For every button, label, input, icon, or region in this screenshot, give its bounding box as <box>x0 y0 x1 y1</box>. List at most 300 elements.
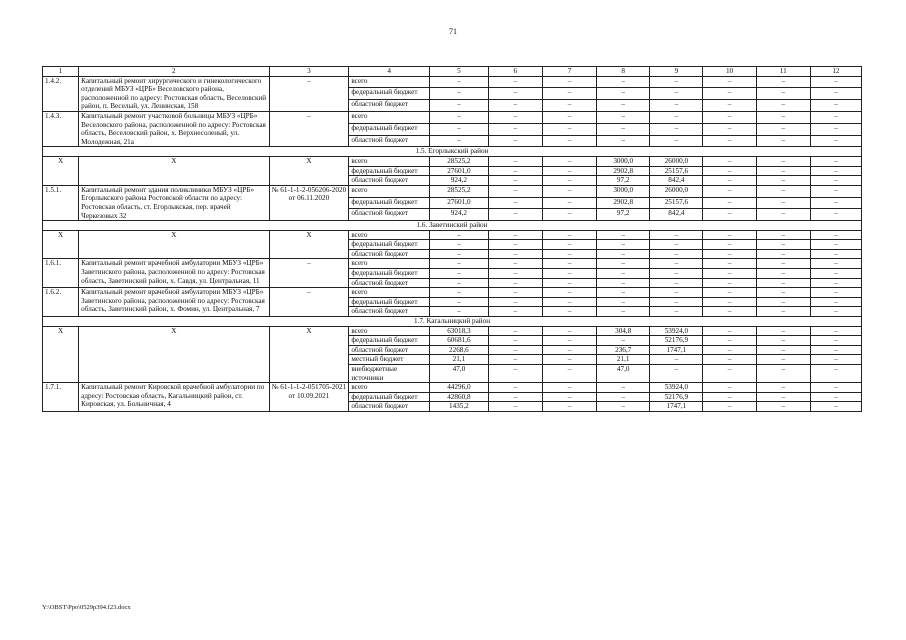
amount-cell: – <box>650 355 703 365</box>
amount-cell: – <box>703 197 756 209</box>
amount-cell: – <box>542 123 596 135</box>
amount-cell: – <box>430 249 489 259</box>
amount-cell: 47,0 <box>430 365 489 383</box>
section-row <box>43 147 862 157</box>
amount-cell: 842,4 <box>650 176 703 186</box>
amount-cell: – <box>703 176 756 186</box>
amount-cell: – <box>810 392 861 402</box>
amount-cell: – <box>542 259 596 269</box>
column-number-row <box>43 67 862 77</box>
funding-source: федеральный бюджет <box>349 123 430 135</box>
section-row <box>43 317 862 327</box>
amount-cell: – <box>542 365 596 383</box>
table-row <box>43 111 862 123</box>
column-number: 7 <box>542 67 596 77</box>
amount-cell: – <box>703 345 756 355</box>
budget-table <box>42 66 862 412</box>
amount-cell: – <box>756 383 810 393</box>
amount-cell: – <box>703 240 756 250</box>
amount-cell: – <box>756 297 810 307</box>
amount-cell: – <box>756 240 810 250</box>
amount-cell: – <box>488 135 542 147</box>
amount-cell: – <box>756 156 810 166</box>
amount-cell: – <box>488 402 542 412</box>
amount-cell: – <box>488 88 542 100</box>
amount-cell: 60681,6 <box>430 336 489 346</box>
amount-cell: – <box>542 345 596 355</box>
amount-cell: – <box>703 297 756 307</box>
amount-cell: – <box>597 249 650 259</box>
amount-cell: – <box>542 402 596 412</box>
amount-cell: – <box>650 297 703 307</box>
amount-cell: – <box>650 111 703 123</box>
item-number: 1.4.2. <box>43 76 79 111</box>
amount-cell: 27601,0 <box>430 197 489 209</box>
amount-cell: – <box>810 230 861 240</box>
amount-cell: 924,2 <box>430 176 489 186</box>
amount-cell: – <box>756 76 810 88</box>
amount-cell: – <box>488 111 542 123</box>
amount-cell: – <box>650 240 703 250</box>
amount-cell: – <box>650 365 703 383</box>
amount-cell: 28525,2 <box>430 185 489 197</box>
column-number: 3 <box>269 67 349 77</box>
amount-cell: – <box>597 383 650 393</box>
item-document: – <box>269 76 349 111</box>
amount-cell: – <box>703 111 756 123</box>
item-number: 1.4.3. <box>43 111 79 146</box>
amount-cell: – <box>597 240 650 250</box>
column-number: 2 <box>79 67 269 77</box>
amount-cell: 236,7 <box>597 345 650 355</box>
funding-source: всего <box>349 185 430 197</box>
funding-source: всего <box>349 230 430 240</box>
amount-cell: 28525,2 <box>430 156 489 166</box>
amount-cell: – <box>597 278 650 288</box>
page-number: 71 <box>449 27 457 36</box>
amount-cell: – <box>756 209 810 221</box>
amount-cell: – <box>542 176 596 186</box>
amount-cell: 26000,0 <box>650 156 703 166</box>
column-number: 1 <box>43 67 79 77</box>
amount-cell: – <box>430 111 489 123</box>
item-number: X <box>43 156 79 185</box>
amount-cell: – <box>542 336 596 346</box>
amount-cell: – <box>650 135 703 147</box>
amount-cell: – <box>810 345 861 355</box>
amount-cell: – <box>542 135 596 147</box>
amount-cell: 53924,0 <box>650 383 703 393</box>
column-number: 12 <box>810 67 861 77</box>
amount-cell: 52176,9 <box>650 392 703 402</box>
amount-cell: – <box>810 176 861 186</box>
amount-cell: – <box>810 402 861 412</box>
funding-source: всего <box>349 111 430 123</box>
table-row <box>43 259 862 269</box>
amount-cell: – <box>650 288 703 298</box>
funding-source: всего <box>349 259 430 269</box>
amount-cell: – <box>703 230 756 240</box>
amount-cell: – <box>703 166 756 176</box>
amount-cell: – <box>756 326 810 336</box>
amount-cell: – <box>488 197 542 209</box>
amount-cell: – <box>703 156 756 166</box>
funding-source: областной бюджет <box>349 249 430 259</box>
amount-cell: – <box>756 402 810 412</box>
amount-cell: – <box>430 88 489 100</box>
amount-cell: – <box>597 135 650 147</box>
amount-cell: – <box>650 307 703 317</box>
amount-cell: – <box>810 297 861 307</box>
amount-cell: – <box>703 392 756 402</box>
amount-cell: – <box>488 297 542 307</box>
amount-cell: 42860,8 <box>430 392 489 402</box>
item-number: 1.5.1. <box>43 185 79 220</box>
amount-cell: – <box>810 111 861 123</box>
amount-cell: – <box>542 166 596 176</box>
amount-cell: – <box>703 185 756 197</box>
amount-cell: – <box>810 288 861 298</box>
amount-cell: – <box>597 297 650 307</box>
section-title: 1.6. Заветинский район <box>43 221 862 231</box>
amount-cell: – <box>488 288 542 298</box>
amount-cell: – <box>703 269 756 279</box>
funding-source: областной бюджет <box>349 100 430 112</box>
amount-cell: – <box>703 278 756 288</box>
amount-cell: – <box>430 100 489 112</box>
funding-source: местный бюджет <box>349 355 430 365</box>
amount-cell: – <box>650 230 703 240</box>
item-description: Капитальный ремонт хирургического и гинекологического отделений МБУЗ «ЦРБ» Веселовского района, расположенной по адресу: Ростовская область, Веселовский район, п. Веселый, ул. Ленинская, 158 <box>79 76 269 111</box>
amount-cell: – <box>542 326 596 336</box>
amount-cell: 3000,0 <box>597 156 650 166</box>
funding-source: областной бюджет <box>349 307 430 317</box>
table-row <box>43 76 862 88</box>
section-title: 1.7. Кагальницкий район <box>43 317 862 327</box>
amount-cell: – <box>756 365 810 383</box>
item-description: X <box>79 326 269 383</box>
funding-source: областной бюджет <box>349 345 430 355</box>
amount-cell: – <box>542 197 596 209</box>
item-document: X <box>269 230 349 259</box>
amount-cell: – <box>597 100 650 112</box>
funding-source: всего <box>349 76 430 88</box>
funding-source: федеральный бюджет <box>349 166 430 176</box>
amount-cell: – <box>488 392 542 402</box>
amount-cell: – <box>650 249 703 259</box>
amount-cell: – <box>810 76 861 88</box>
amount-cell: – <box>542 249 596 259</box>
amount-cell: – <box>488 336 542 346</box>
item-document: № 61-1-1-2-051705-2021 от 10.09.2021 <box>269 383 349 412</box>
amount-cell: – <box>430 278 489 288</box>
amount-cell: – <box>542 383 596 393</box>
amount-cell: – <box>488 345 542 355</box>
amount-cell: – <box>488 383 542 393</box>
amount-cell: – <box>756 269 810 279</box>
amount-cell: – <box>703 100 756 112</box>
amount-cell: – <box>703 365 756 383</box>
table-row <box>43 156 862 166</box>
amount-cell: 25157,6 <box>650 197 703 209</box>
column-number: 8 <box>597 67 650 77</box>
amount-cell: – <box>810 326 861 336</box>
item-description: X <box>79 230 269 259</box>
amount-cell: – <box>810 197 861 209</box>
amount-cell: – <box>597 402 650 412</box>
amount-cell: – <box>810 240 861 250</box>
amount-cell: – <box>703 123 756 135</box>
amount-cell: – <box>488 209 542 221</box>
amount-cell: – <box>810 88 861 100</box>
amount-cell: – <box>650 100 703 112</box>
amount-cell: 27601,0 <box>430 166 489 176</box>
amount-cell: – <box>810 336 861 346</box>
amount-cell: – <box>756 249 810 259</box>
amount-cell: – <box>488 326 542 336</box>
amount-cell: – <box>597 76 650 88</box>
amount-cell: – <box>650 269 703 279</box>
amount-cell: – <box>488 166 542 176</box>
amount-cell: – <box>542 230 596 240</box>
amount-cell: – <box>703 355 756 365</box>
amount-cell: – <box>488 355 542 365</box>
column-number: 5 <box>430 67 489 77</box>
amount-cell: – <box>430 269 489 279</box>
amount-cell: – <box>810 123 861 135</box>
funding-source: областной бюджет <box>349 209 430 221</box>
amount-cell: – <box>703 336 756 346</box>
amount-cell: – <box>488 123 542 135</box>
amount-cell: – <box>810 100 861 112</box>
funding-source: областной бюджет <box>349 135 430 147</box>
column-number: 6 <box>488 67 542 77</box>
amount-cell: – <box>542 288 596 298</box>
amount-cell: 842,4 <box>650 209 703 221</box>
amount-cell: – <box>597 269 650 279</box>
amount-cell: 2268,6 <box>430 345 489 355</box>
amount-cell: 21,1 <box>430 355 489 365</box>
amount-cell: – <box>703 288 756 298</box>
section-title: 1.5. Егорлыкский район <box>43 147 862 157</box>
item-description: Капитальный ремонт врачебной амбулатории МБУЗ «ЦРБ» Заветинского района, расположенной по адресу: Ростовская область, Заветинский район, х. Савдя, ул. Центральная, 11 <box>79 259 269 288</box>
amount-cell: – <box>542 100 596 112</box>
amount-cell: – <box>597 392 650 402</box>
item-number: 1.7.1. <box>43 383 79 412</box>
amount-cell: – <box>756 307 810 317</box>
table-row <box>43 230 862 240</box>
item-description: Капитальный ремонт участковой больницы МБУЗ «ЦРБ» Веселовского района, расположенной по адресу: Ростовская область, Веселовский район, х. Верхнесоленый, ул. Молодежная, 21а <box>79 111 269 146</box>
amount-cell: – <box>756 135 810 147</box>
item-document: X <box>269 326 349 383</box>
amount-cell: – <box>542 307 596 317</box>
item-description: Капитальный ремонт врачебной амбулатории МБУЗ «ЦРБ» Заветинского района, расположенной по адресу: Ростовская область, Заветинский район, х. Фомин, ул. Центральная, 7 <box>79 288 269 317</box>
amount-cell: – <box>810 209 861 221</box>
item-document: – <box>269 259 349 288</box>
amount-cell: – <box>488 278 542 288</box>
amount-cell: – <box>650 76 703 88</box>
amount-cell: – <box>597 111 650 123</box>
amount-cell: – <box>430 230 489 240</box>
amount-cell: – <box>703 76 756 88</box>
amount-cell: – <box>756 278 810 288</box>
amount-cell: – <box>810 135 861 147</box>
table-row <box>43 326 862 336</box>
amount-cell: – <box>703 249 756 259</box>
amount-cell: 1747,1 <box>650 402 703 412</box>
amount-cell: – <box>488 76 542 88</box>
amount-cell: – <box>488 100 542 112</box>
funding-source: всего <box>349 326 430 336</box>
amount-cell: – <box>810 249 861 259</box>
amount-cell: – <box>542 297 596 307</box>
funding-source: федеральный бюджет <box>349 336 430 346</box>
amount-cell: – <box>703 135 756 147</box>
amount-cell: 924,2 <box>430 209 489 221</box>
amount-cell: – <box>597 307 650 317</box>
amount-cell: 53924,0 <box>650 326 703 336</box>
table-row <box>43 185 862 197</box>
amount-cell: – <box>430 307 489 317</box>
amount-cell: – <box>756 123 810 135</box>
column-number: 9 <box>650 67 703 77</box>
amount-cell: – <box>810 278 861 288</box>
amount-cell: 26000,0 <box>650 185 703 197</box>
amount-cell: 2902,8 <box>597 197 650 209</box>
item-number: 1.6.1. <box>43 259 79 288</box>
amount-cell: – <box>430 259 489 269</box>
amount-cell: – <box>488 230 542 240</box>
amount-cell: – <box>650 259 703 269</box>
item-document: – <box>269 111 349 146</box>
funding-source: федеральный бюджет <box>349 88 430 100</box>
amount-cell: – <box>703 326 756 336</box>
file-path-footer: Y:\OBST\Ppo\0529p394.f23.docx <box>42 604 131 611</box>
funding-source: внебюджетные источники <box>349 365 430 383</box>
funding-source: федеральный бюджет <box>349 240 430 250</box>
amount-cell: – <box>597 230 650 240</box>
amount-cell: – <box>488 185 542 197</box>
amount-cell: – <box>597 88 650 100</box>
amount-cell: 21,1 <box>597 355 650 365</box>
funding-source: всего <box>349 383 430 393</box>
amount-cell: – <box>597 288 650 298</box>
amount-cell: 1435,2 <box>430 402 489 412</box>
amount-cell: – <box>542 269 596 279</box>
amount-cell: – <box>810 166 861 176</box>
amount-cell: – <box>810 269 861 279</box>
funding-source: всего <box>349 288 430 298</box>
amount-cell: – <box>488 307 542 317</box>
amount-cell: 52176,9 <box>650 336 703 346</box>
amount-cell: – <box>756 197 810 209</box>
amount-cell: 2902,8 <box>597 166 650 176</box>
item-document: № 61-1-1-2-056206-2020 от 06.11.2020 <box>269 185 349 220</box>
funding-source: федеральный бюджет <box>349 197 430 209</box>
column-number: 4 <box>349 67 430 77</box>
amount-cell: – <box>756 355 810 365</box>
amount-cell: – <box>756 345 810 355</box>
amount-cell: – <box>810 383 861 393</box>
amount-cell: – <box>488 269 542 279</box>
amount-cell: 47,0 <box>597 365 650 383</box>
amount-cell: 97,2 <box>597 176 650 186</box>
amount-cell: – <box>810 307 861 317</box>
amount-cell: – <box>756 230 810 240</box>
amount-cell: 304,8 <box>597 326 650 336</box>
amount-cell: – <box>542 278 596 288</box>
funding-source: федеральный бюджет <box>349 269 430 279</box>
amount-cell: – <box>810 156 861 166</box>
amount-cell: – <box>430 135 489 147</box>
amount-cell: – <box>703 307 756 317</box>
item-description: Капитальный ремонт Кировской врачебной амбулатории по адресу: Ростовская область, Кагальницкий район, ст. Кировская, ул. Больничная, 4 <box>79 383 269 412</box>
amount-cell: – <box>488 365 542 383</box>
amount-cell: – <box>650 123 703 135</box>
amount-cell: – <box>650 278 703 288</box>
section-row <box>43 221 862 231</box>
funding-source: областной бюджет <box>349 176 430 186</box>
amount-cell: – <box>703 209 756 221</box>
column-number: 10 <box>703 67 756 77</box>
table-row <box>43 288 862 298</box>
amount-cell: – <box>542 76 596 88</box>
amount-cell: 97,2 <box>597 209 650 221</box>
amount-cell: – <box>756 392 810 402</box>
amount-cell: 1747,1 <box>650 345 703 355</box>
item-number: X <box>43 326 79 383</box>
item-number: X <box>43 230 79 259</box>
item-description: Капитальный ремонт здания поликлиники МБУЗ «ЦРБ» Егорлыкского района Ростовской области по адресу: Ростовская область, ст. Егорлыкская, пер. врачей Черкезовых 32 <box>79 185 269 220</box>
funding-source: областной бюджет <box>349 278 430 288</box>
item-document: X <box>269 156 349 185</box>
amount-cell: – <box>756 88 810 100</box>
amount-cell: – <box>488 240 542 250</box>
amount-cell: 25157,6 <box>650 166 703 176</box>
amount-cell: – <box>542 88 596 100</box>
amount-cell: – <box>703 259 756 269</box>
amount-cell: – <box>810 355 861 365</box>
amount-cell: – <box>756 100 810 112</box>
amount-cell: – <box>542 355 596 365</box>
amount-cell: – <box>597 259 650 269</box>
funding-source: всего <box>349 156 430 166</box>
amount-cell: – <box>703 383 756 393</box>
amount-cell: – <box>756 288 810 298</box>
amount-cell: – <box>488 249 542 259</box>
item-description: X <box>79 156 269 185</box>
column-number: 11 <box>756 67 810 77</box>
amount-cell: – <box>542 209 596 221</box>
amount-cell: – <box>756 176 810 186</box>
amount-cell: – <box>430 76 489 88</box>
amount-cell: – <box>756 111 810 123</box>
item-document: – <box>269 288 349 317</box>
amount-cell: – <box>430 288 489 298</box>
item-number: 1.6.2. <box>43 288 79 317</box>
amount-cell: – <box>810 185 861 197</box>
amount-cell: – <box>542 185 596 197</box>
amount-cell: 63018,3 <box>430 326 489 336</box>
amount-cell: – <box>542 111 596 123</box>
amount-cell: – <box>488 176 542 186</box>
amount-cell: – <box>430 123 489 135</box>
amount-cell: – <box>597 123 650 135</box>
amount-cell: – <box>756 259 810 269</box>
funding-source: федеральный бюджет <box>349 392 430 402</box>
amount-cell: – <box>756 166 810 176</box>
amount-cell: 3000,0 <box>597 185 650 197</box>
